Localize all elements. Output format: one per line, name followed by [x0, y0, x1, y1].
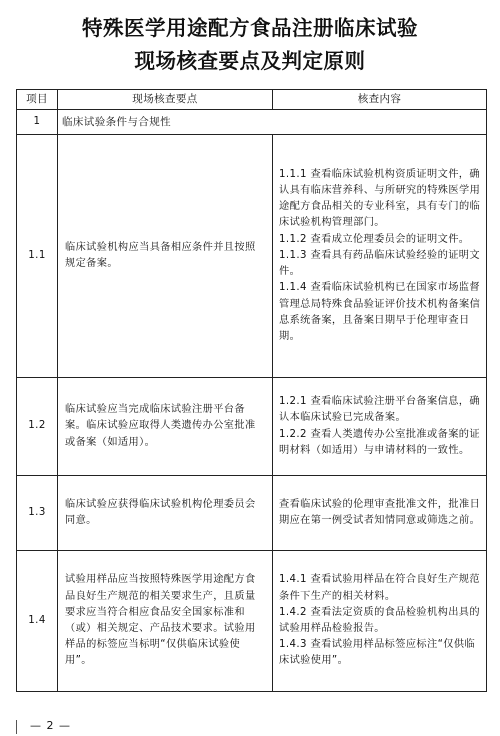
section-title: 临床试验条件与合规性	[58, 110, 487, 135]
row-number: 1.4	[17, 551, 58, 692]
section-number: 1	[17, 110, 58, 135]
content-item: 1.1.1 查看临床试验机构资质证明文件，确认具有临床营养科、与所研究的特殊医学用途配方食品相关的专业科室，具有专门的临床试验机构管理部门。	[279, 168, 481, 229]
content-item: 1.4.2 查看法定资质的食品检验机构出具的试验用样品检验报告。	[279, 606, 480, 634]
inspection-point: 临床试验机构应当具备相应条件并且按照规定备案。	[58, 135, 273, 378]
inspection-point: 临床试验应当完成临床试验注册平台备案。临床试验应取得人类遗传办公室批准或备案（如适用）。	[58, 378, 273, 476]
inspection-content	[273, 378, 487, 476]
row-number: 1.3	[17, 476, 58, 551]
inspection-table	[16, 89, 487, 692]
inspection-content	[273, 551, 487, 692]
content-item: 1.2.1 查看临床试验注册平台备案信息，确认本临床试验已完成备案。	[279, 396, 480, 424]
content-item: 1.1.3 查看具有药品临床试验经验的证明文件。	[279, 249, 480, 278]
content-item: 1.1.4 查看临床试验机构已在国家市场监督管理总局特殊食品验证评价技术机构备案信息系统备案，且备案日期早于伦理审查日期。	[279, 282, 481, 342]
content-item: 1.2.2 查看人类遗传办公室批准或备案的证明材料（如适用）与申请材料的一致性。	[279, 428, 480, 456]
section-row	[17, 110, 487, 135]
document-title-line-2: 现场核查要点及判定原则	[134, 49, 366, 73]
inspection-point: 临床试验应获得临床试验机构伦理委员会同意。	[58, 476, 273, 551]
content-item: 1.1.2 查看成立伦理委员会的证明文件。	[279, 233, 470, 245]
content-item: 1.4.1 查看试验用样品在符合良好生产规范条件下生产的相关材料。	[279, 574, 480, 602]
header-item: 项目	[17, 90, 58, 110]
header-inspection-point: 现场核查要点	[58, 90, 273, 110]
inspection-content	[273, 135, 487, 378]
table-row	[17, 135, 487, 378]
table-row	[17, 476, 487, 551]
row-number: 1.1	[17, 135, 58, 378]
document-title-line-1: 特殊医学用途配方食品注册临床试验	[82, 16, 418, 40]
table-row	[17, 378, 487, 476]
content-item: 查看临床试验的伦理审查批准文件，批准日期应在第一例受试者知情同意或筛选之前。	[279, 498, 481, 526]
table-header-row	[17, 90, 487, 110]
content-item: 1.4.3 查看试验用样品标签应标注“仅供临床试验使用”。	[279, 639, 476, 667]
header-inspection-content: 核查内容	[273, 90, 487, 110]
table-row	[17, 551, 487, 692]
row-number: 1.2	[17, 378, 58, 476]
inspection-content	[273, 476, 487, 551]
page-number: — 2 —	[30, 719, 71, 732]
margin-rule	[16, 720, 17, 734]
inspection-point: 试验用样品应当按照特殊医学用途配方食品良好生产规范的相关要求生产，且质量要求应当符合相应食品安全国家标准和（或）相关规定、产品技术要求。试验用样品的标签应当标明“仅供临床试验使用”。	[58, 551, 273, 692]
